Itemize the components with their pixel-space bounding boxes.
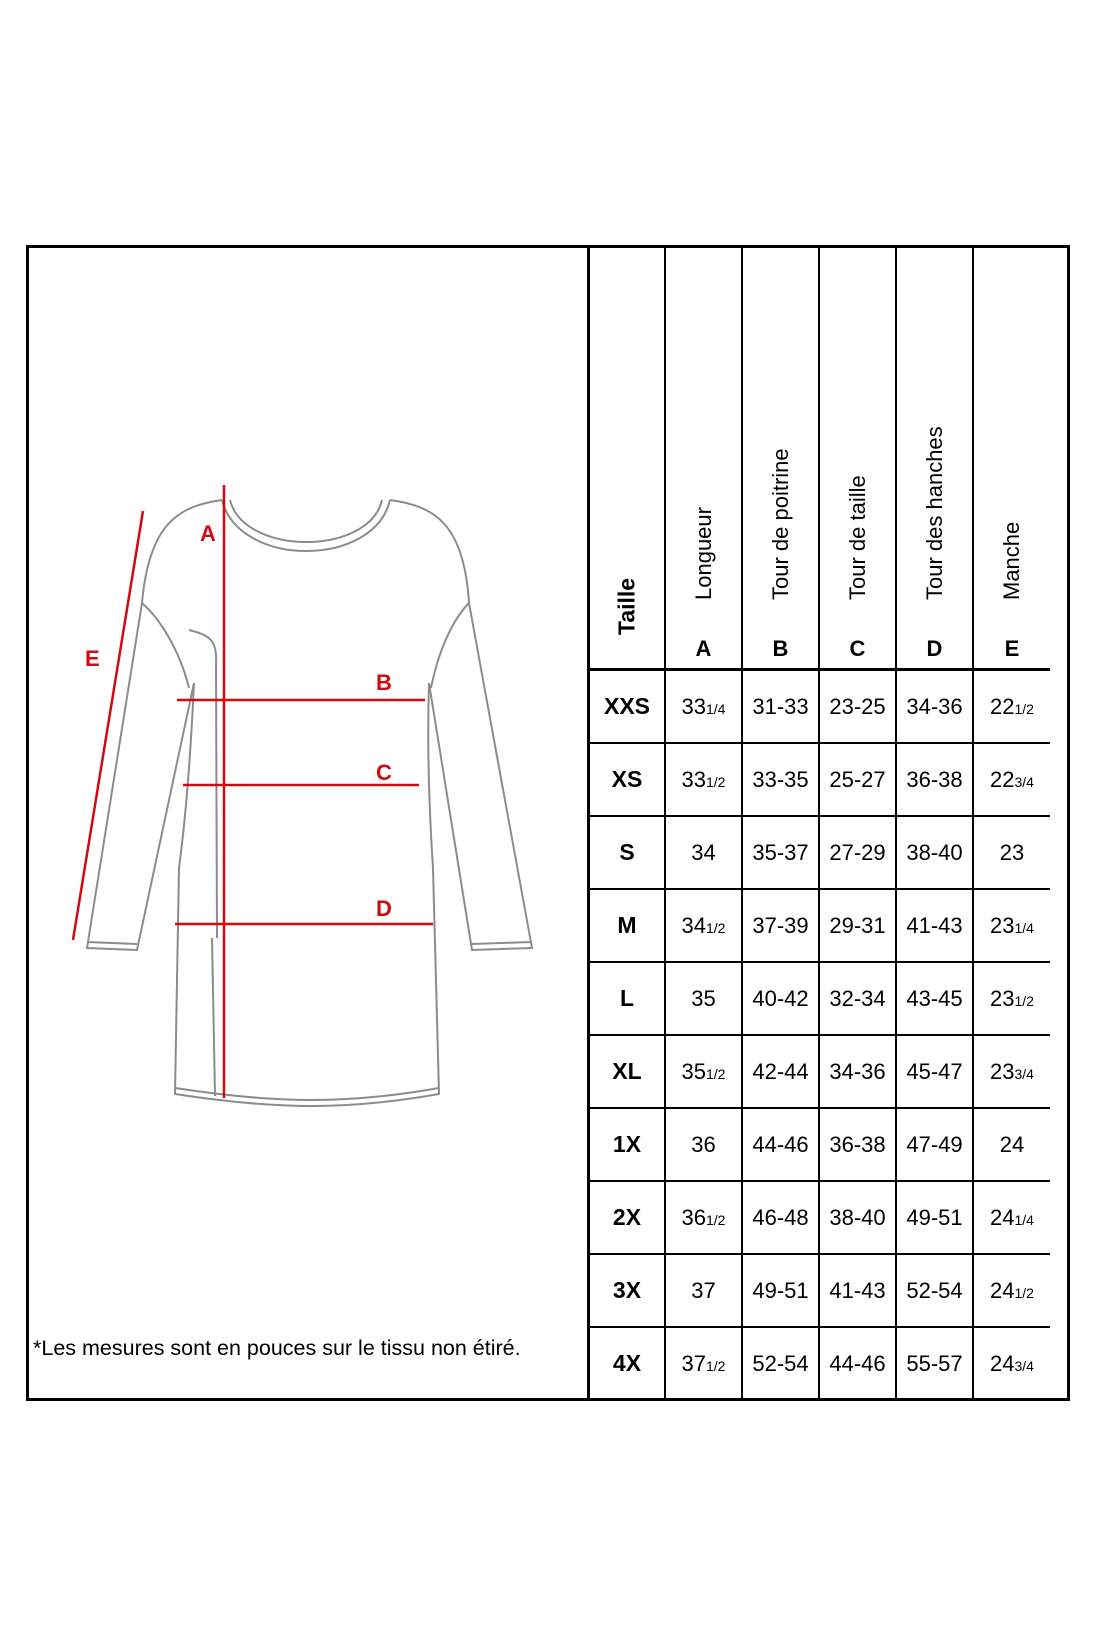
chest-cell: 44-46 (742, 1108, 819, 1181)
table-row (590, 1035, 1050, 1108)
chest-cell: 49-51 (742, 1254, 819, 1327)
label-c: C (376, 760, 392, 785)
sleeve-cell: 243/4 (973, 1327, 1050, 1399)
header-hips: Tour des hanches D (896, 248, 973, 670)
label-b: B (376, 670, 392, 695)
hips-cell: 36-38 (896, 743, 973, 816)
table-row (590, 670, 1050, 744)
label-d: D (376, 896, 392, 921)
hips-cell: 47-49 (896, 1108, 973, 1181)
table-row (590, 962, 1050, 1035)
size-chart-frame (26, 245, 1070, 1401)
waist-cell: 23-25 (819, 670, 896, 744)
table-row (590, 816, 1050, 889)
chest-cell: 37-39 (742, 889, 819, 962)
header-letter: E (1004, 636, 1020, 661)
header-length: Longueur A (665, 248, 742, 670)
sleeve-cell: 223/4 (973, 743, 1050, 816)
table-row (590, 889, 1050, 962)
waist-cell: 38-40 (819, 1181, 896, 1254)
size-cell: 3X (590, 1254, 665, 1327)
header-letter: A (695, 636, 712, 661)
measurement-lines (73, 485, 433, 1098)
length-cell: 34 (665, 816, 742, 889)
garment-outline (87, 500, 532, 1106)
hips-cell: 43-45 (896, 962, 973, 1035)
size-cell: S (590, 816, 665, 889)
size-cell: XS (590, 743, 665, 816)
header-letter: B (772, 636, 789, 661)
waist-cell: 36-38 (819, 1108, 896, 1181)
header-waist: Tour de taille C (819, 248, 896, 670)
chest-cell: 42-44 (742, 1035, 819, 1108)
sleeve-cell: 233/4 (973, 1035, 1050, 1108)
sleeve-cell: 23 (973, 816, 1050, 889)
length-cell: 37 (665, 1254, 742, 1327)
table-row (590, 1108, 1050, 1181)
table-row (590, 1181, 1050, 1254)
length-cell: 371/2 (665, 1327, 742, 1399)
header-letter: D (926, 636, 943, 661)
hips-cell: 38-40 (896, 816, 973, 889)
table-row (590, 1327, 1050, 1399)
hips-cell: 52-54 (896, 1254, 973, 1327)
header-chest: Tour de poitrine B (742, 248, 819, 670)
size-cell: L (590, 962, 665, 1035)
length-cell: 351/2 (665, 1035, 742, 1108)
garment-diagram (29, 248, 590, 1328)
size-cell: XXS (590, 670, 665, 744)
hips-cell: 55-57 (896, 1327, 973, 1399)
waist-cell: 41-43 (819, 1254, 896, 1327)
waist-cell: 27-29 (819, 816, 896, 889)
size-cell: 1X (590, 1108, 665, 1181)
sleeve-cell: 241/4 (973, 1181, 1050, 1254)
length-cell: 35 (665, 962, 742, 1035)
sleeve-cell: 231/2 (973, 962, 1050, 1035)
sleeve-cell: 231/4 (973, 889, 1050, 962)
length-cell: 331/4 (665, 670, 742, 744)
hips-cell: 34-36 (896, 670, 973, 744)
chest-cell: 31-33 (742, 670, 819, 744)
chest-cell: 33-35 (742, 743, 819, 816)
length-cell: 36 (665, 1108, 742, 1181)
waist-cell: 32-34 (819, 962, 896, 1035)
size-table (590, 248, 1050, 1399)
chest-cell: 40-42 (742, 962, 819, 1035)
table-row (590, 1254, 1050, 1327)
length-cell: 341/2 (665, 889, 742, 962)
chest-cell: 46-48 (742, 1181, 819, 1254)
label-a: A (200, 521, 216, 546)
waist-cell: 25-27 (819, 743, 896, 816)
header-letter: C (849, 636, 866, 661)
header-row (590, 248, 1050, 670)
size-cell: M (590, 889, 665, 962)
length-cell: 331/2 (665, 743, 742, 816)
header-size: Taille (590, 248, 665, 670)
sleeve-cell: 241/2 (973, 1254, 1050, 1327)
diagram-panel (29, 248, 590, 1398)
size-cell: XL (590, 1035, 665, 1108)
waist-cell: 29-31 (819, 889, 896, 962)
waist-cell: 34-36 (819, 1035, 896, 1108)
hips-cell: 49-51 (896, 1181, 973, 1254)
measure-line-e (73, 511, 143, 940)
footnote: *Les mesures sont en pouces sur le tissu non étiré. (33, 1336, 521, 1360)
hips-cell: 45-47 (896, 1035, 973, 1108)
chest-cell: 52-54 (742, 1327, 819, 1399)
sleeve-cell: 221/2 (973, 670, 1050, 744)
table-row (590, 743, 1050, 816)
label-e: E (85, 646, 100, 671)
hips-cell: 41-43 (896, 889, 973, 962)
header-sleeve: Manche E (973, 248, 1050, 670)
length-cell: 361/2 (665, 1181, 742, 1254)
sleeve-cell: 24 (973, 1108, 1050, 1181)
size-cell: 2X (590, 1181, 665, 1254)
chest-cell: 35-37 (742, 816, 819, 889)
size-cell: 4X (590, 1327, 665, 1399)
waist-cell: 44-46 (819, 1327, 896, 1399)
